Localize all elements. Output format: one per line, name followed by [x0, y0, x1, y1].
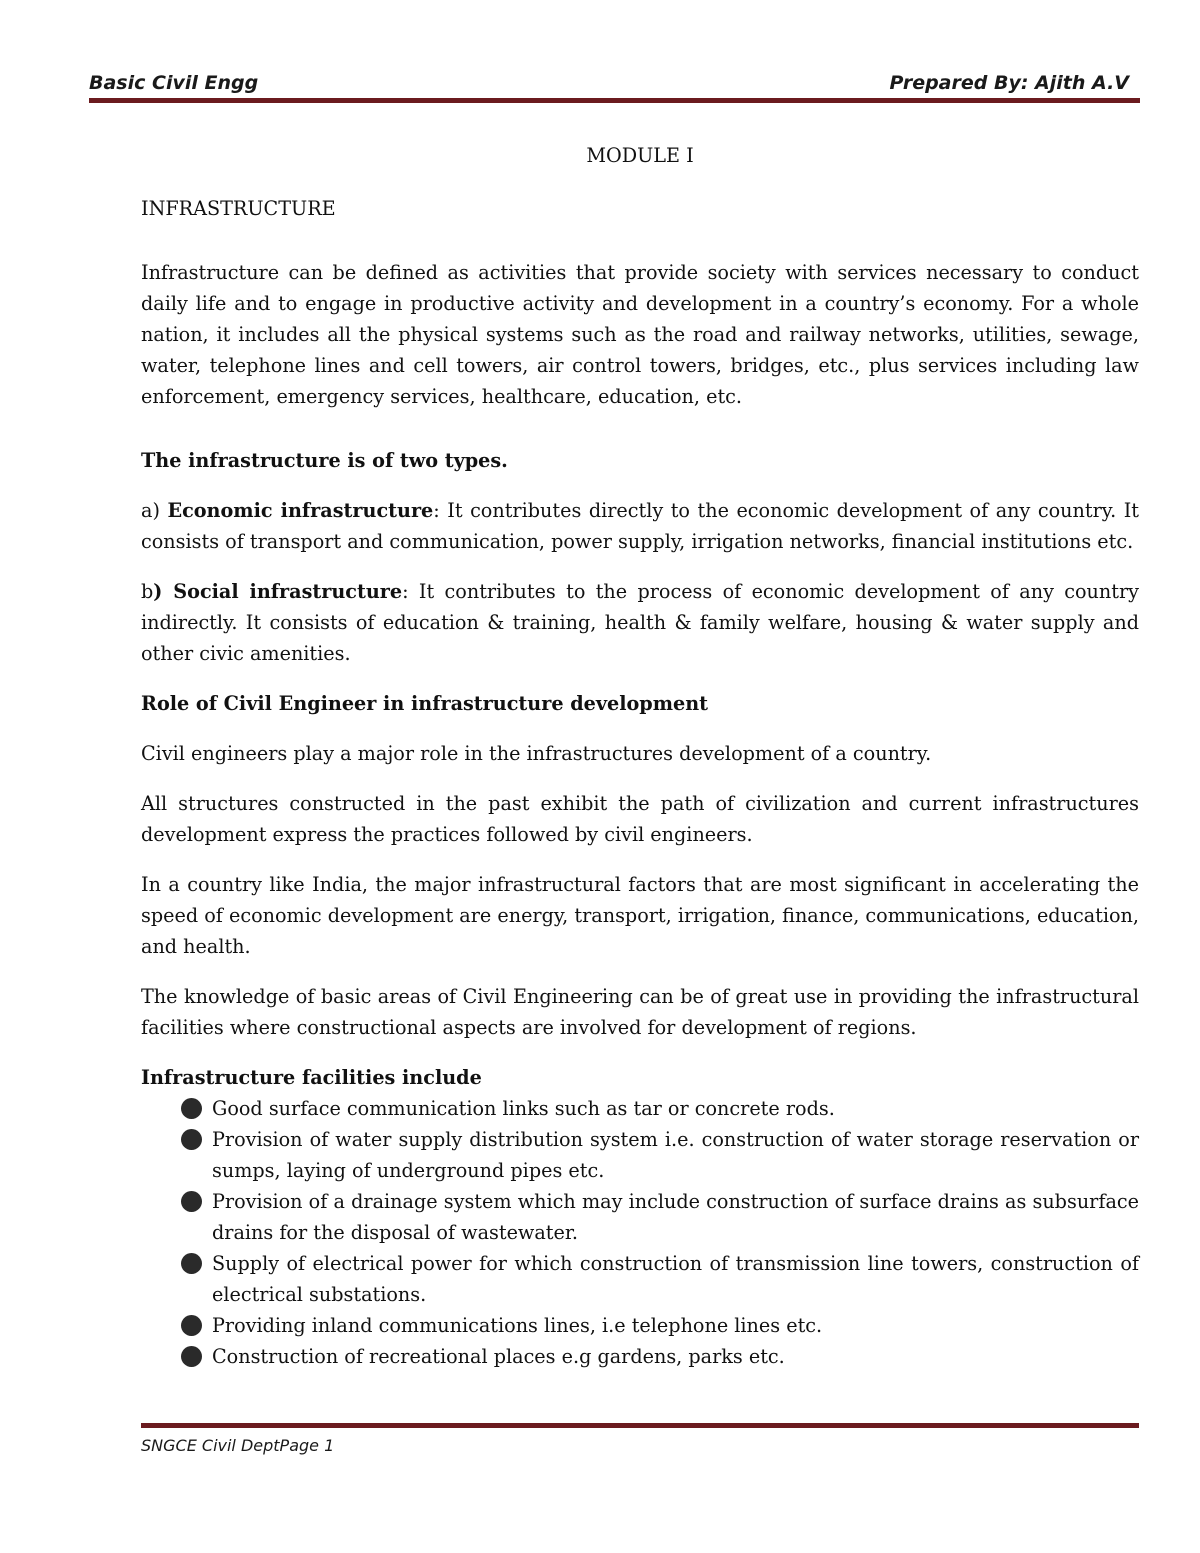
bullet-icon	[181, 1191, 202, 1212]
list-item	[181, 1093, 1139, 1124]
type-b-term: ) Social infrastructure	[153, 580, 403, 603]
footer-page-label: SNGCE Civil DeptPage 1	[141, 1436, 335, 1455]
intro-paragraph: Infrastructure can be defined as activities that provide society with services necessary to conduct daily life and to engage in productive activity and development in a country’s economy. For a whole nation, it includes all the physical systems such as the road and railway networks, utilities, sewage, water, telephone lines and cell towers, air control towers, bridges, etc., plus services including law enforcement, emergency services, healthcare, education, etc.	[141, 261, 1139, 408]
module-title: MODULE I	[586, 144, 694, 167]
role-paragraph: Civil engineers play a major role in the infrastructures development of a country.	[141, 742, 932, 765]
page-header	[89, 72, 1139, 98]
facilities-heading: Infrastructure facilities include	[141, 1066, 482, 1089]
type-a-term: Economic infrastructure	[167, 499, 434, 522]
document-body	[141, 140, 1139, 1372]
list-item	[181, 1186, 1139, 1248]
bullet-icon	[181, 1253, 202, 1274]
type-b-paragraph	[141, 576, 1139, 669]
types-heading: The infrastructure is of two types.	[141, 449, 508, 472]
bullet-icon	[181, 1346, 202, 1367]
type-b-prefix: b	[141, 580, 154, 603]
bullet-icon	[181, 1129, 202, 1150]
list-item-text: Supply of electrical power for which construction of transmission line towers, construction of electrical substations.	[212, 1252, 1139, 1306]
header-course-title: Basic Civil Engg	[89, 72, 259, 94]
role-paragraph: The knowledge of basic areas of Civil Engineering can be of great use in providing the infrastructural facilities where constructional aspects are involved for development of regions.	[141, 985, 1139, 1039]
section-title: INFRASTRUCTURE	[141, 197, 336, 220]
type-b-text: : It contributes to the process of economic development of any country indirectly. It consists of education & training, health & family welfare, housing & water supply and other civic amenities.	[141, 580, 1139, 665]
list-item-text: Construction of recreational places e.g gardens, parks etc.	[212, 1345, 785, 1368]
list-item-text: Provision of water supply distribution system i.e. construction of water storage reservation or sumps, laying of underground pipes etc.	[212, 1128, 1139, 1182]
list-item	[181, 1124, 1139, 1186]
role-paragraph: All structures constructed in the past exhibit the path of civilization and current infrastructures development express the practices followed by civil engineers.	[141, 792, 1139, 846]
list-item	[181, 1341, 1139, 1372]
list-item-text: Good surface communication links such as tar or concrete rods.	[212, 1097, 835, 1120]
list-item-text: Providing inland communications lines, i.e telephone lines etc.	[212, 1314, 823, 1337]
header-author: Prepared By: Ajith A.V	[889, 72, 1129, 94]
type-a-prefix: a)	[141, 499, 168, 522]
facilities-list	[141, 1093, 1139, 1372]
list-item-text: Provision of a drainage system which may include construction of surface drains as subsurface drains for the disposal of wastewater.	[212, 1190, 1139, 1244]
list-item	[181, 1310, 1139, 1341]
role-paragraph: In a country like India, the major infrastructural factors that are most significant in accelerating the speed of economic development are energy, transport, irrigation, finance, communications, education, and health.	[141, 873, 1139, 958]
role-heading: Role of Civil Engineer in infrastructure development	[141, 692, 709, 715]
header-divider	[89, 98, 1140, 103]
type-a-paragraph	[141, 495, 1139, 557]
type-a-text: : It contributes directly to the economic development of any country. It consists of transport and communication, power supply, irrigation networks, financial institutions etc.	[141, 499, 1139, 553]
footer-divider	[141, 1423, 1139, 1428]
bullet-icon	[181, 1315, 202, 1336]
bullet-icon	[181, 1098, 202, 1119]
list-item	[181, 1248, 1139, 1310]
